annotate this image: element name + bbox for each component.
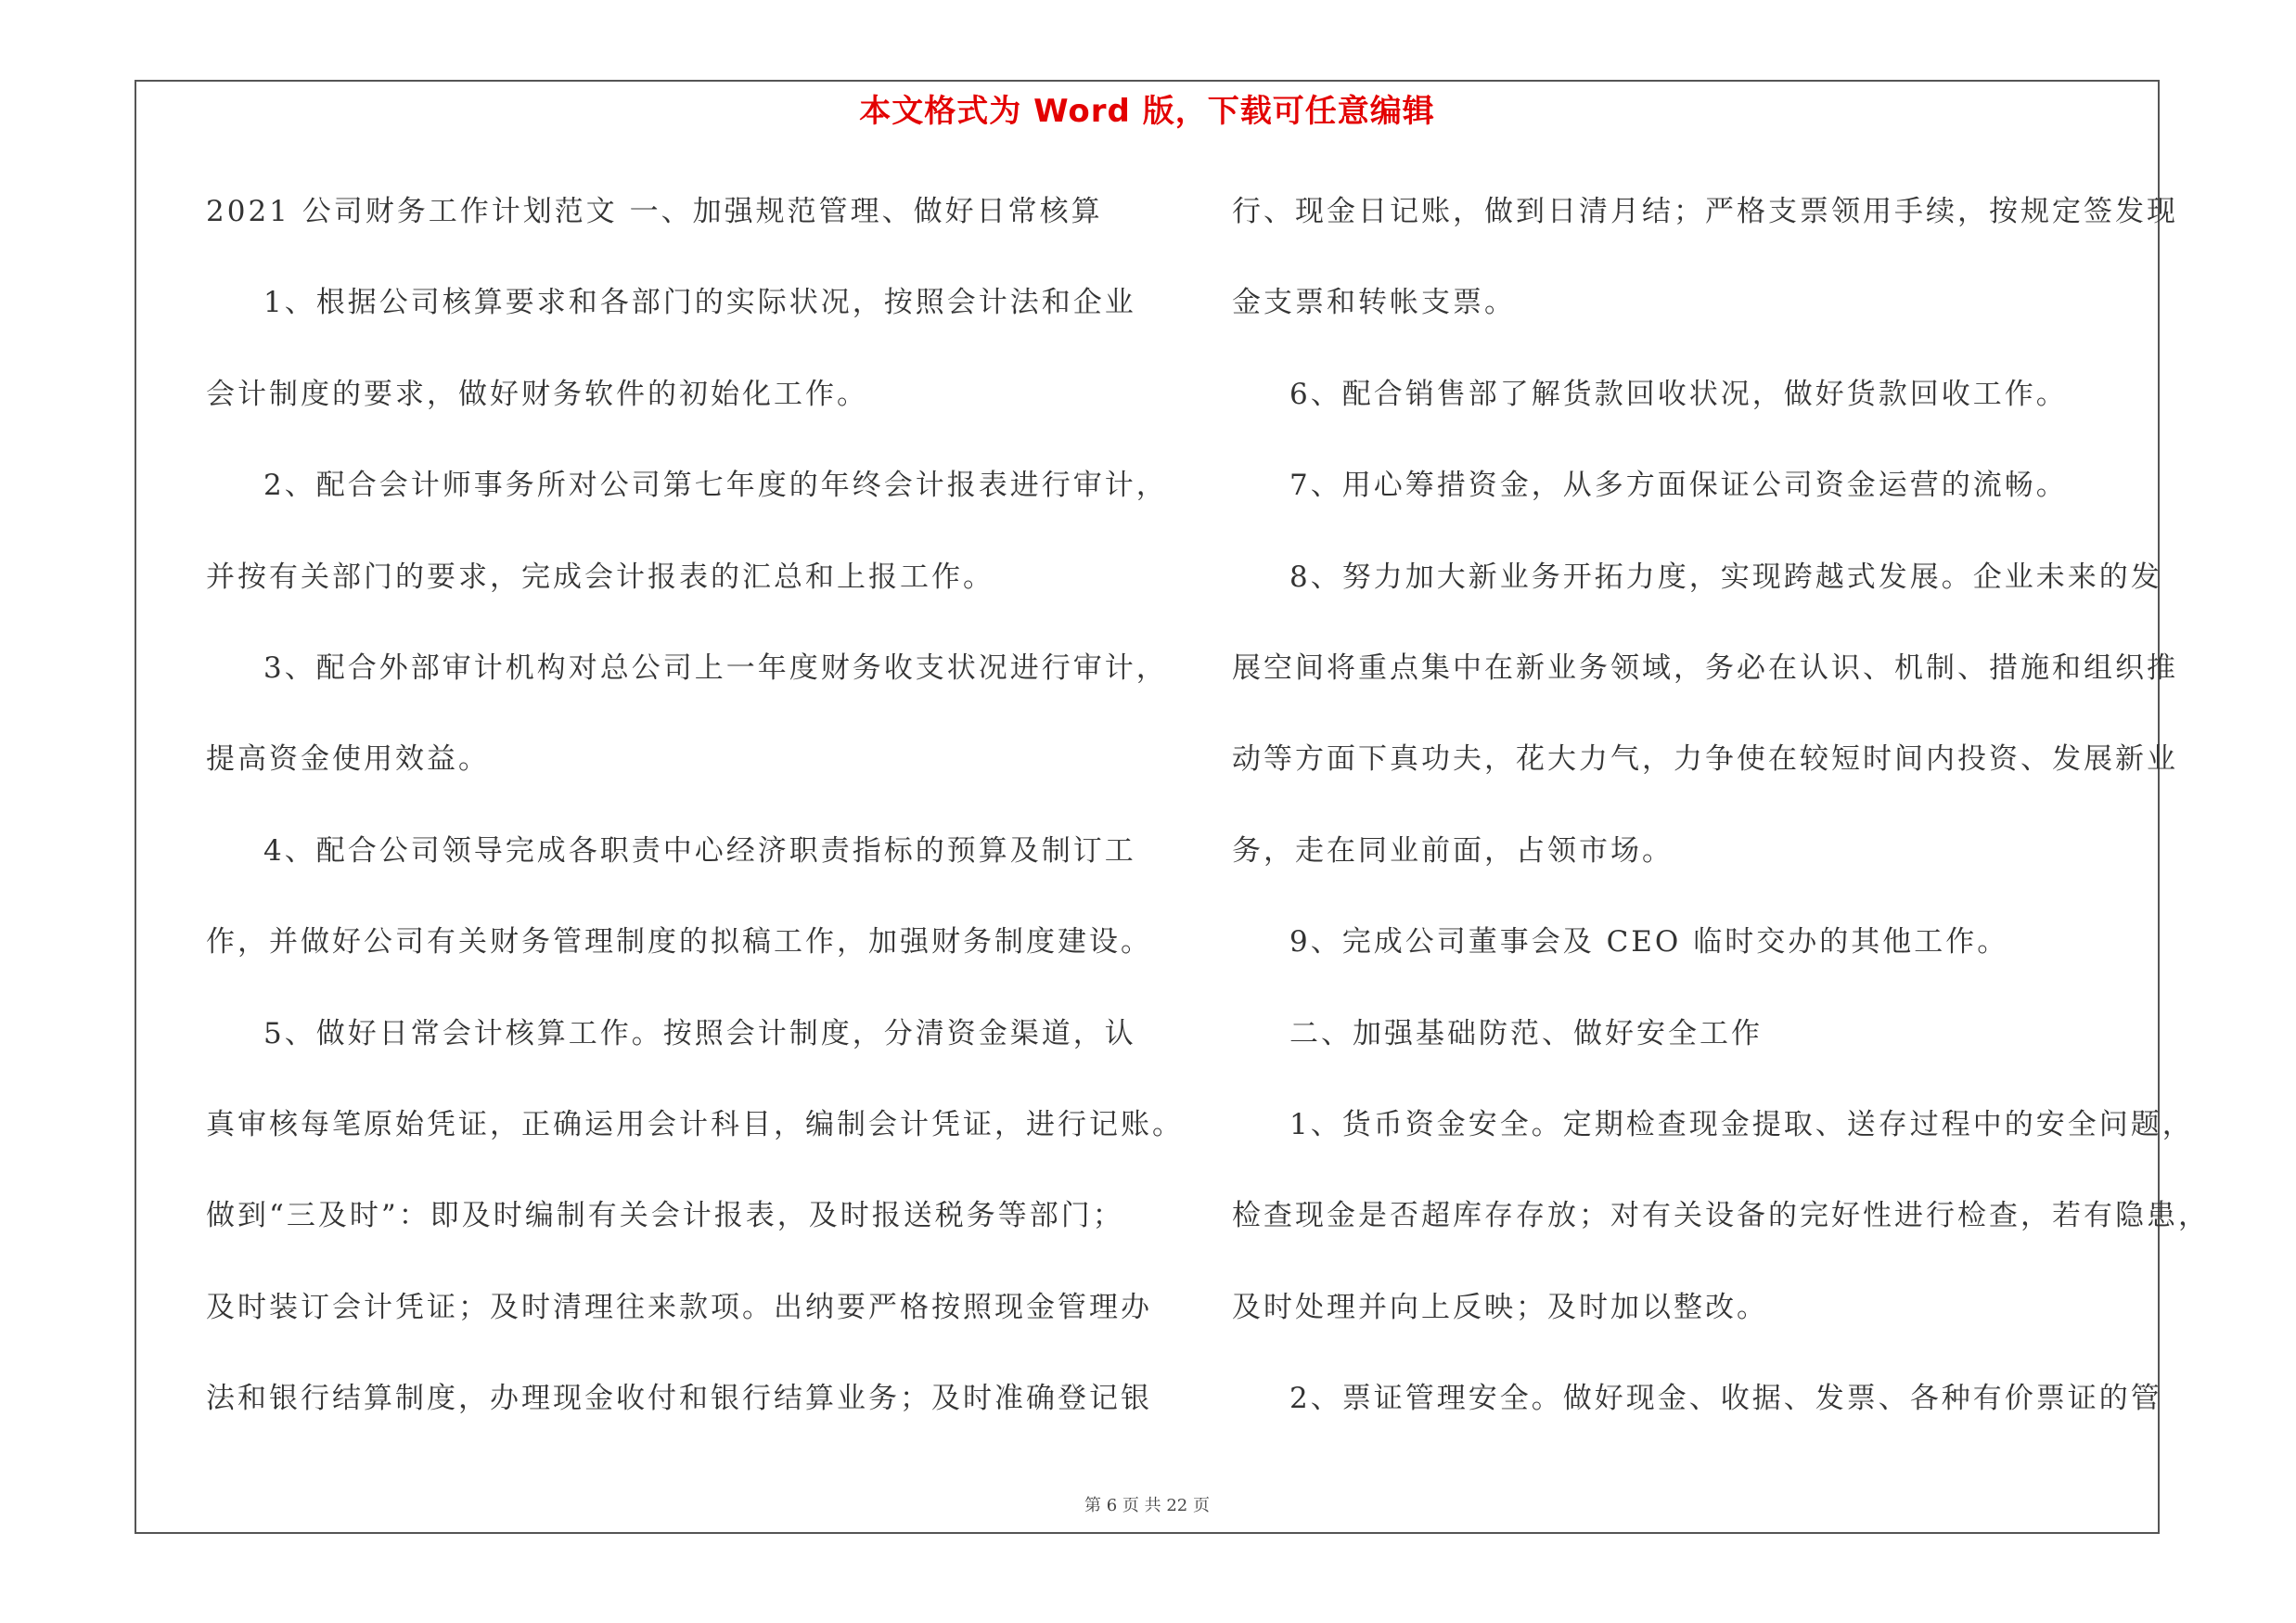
- text-line: 展空间将重点集中在新业务领域，务必在认识、机制、措施和组织推: [1232, 650, 2178, 685]
- right-column: [1232, 184, 2210, 1462]
- text-line: 会计制度的要求，做好财务软件的初始化工作。: [206, 377, 868, 411]
- text-line: 3、配合外部审计机构对总公司上一年度财务收支状况进行审计，: [263, 650, 1168, 685]
- text-line: 2、票证管理安全。做好现金、收据、发票、各种有价票证的管: [1289, 1382, 2162, 1416]
- page-number-footer: 第 6 页 共 22 页: [1084, 1496, 1210, 1515]
- format-banner: 本文格式为 Word 版，下载可任意编辑: [859, 93, 1435, 130]
- text-line: 及时装订会计凭证；及时清理往来款项。出纳要严格按照现金管理办: [206, 1290, 1152, 1324]
- text-line: 二、加强基础防范、做好安全工作: [1289, 1016, 1763, 1050]
- text-line: 行、现金日记账，做到日清月结；严格支票领用手续，按规定签发现: [1232, 195, 2178, 228]
- text-line: 检查现金是否超库存存放；对有关设备的完好性进行检查，若有隐患，: [1232, 1199, 2210, 1233]
- text-line: 1、货币资金安全。定期检查现金提取、送存过程中的安全问题，: [1289, 1107, 2194, 1141]
- text-line: 提高资金使用效益。: [206, 742, 490, 777]
- text-line: 动等方面下真功夫，花大力气，力争使在较短时间内投资、发展新业: [1232, 742, 2178, 777]
- text-line: 并按有关部门的要求，完成会计报表的汇总和上报工作。: [206, 560, 994, 594]
- text-line: 2021 公司财务工作计划范文 一、加强规范管理、做好日常核算: [206, 195, 1103, 228]
- text-line: 及时处理并向上反映；及时加以整改。: [1232, 1290, 1768, 1324]
- text-line: 9、完成公司董事会及 CEO 临时交办的其他工作。: [1289, 925, 2009, 960]
- text-line: 5、做好日常会计核算工作。按照会计制度，分清资金渠道，认: [263, 1016, 1136, 1050]
- text-line: 8、努力加大新业务开拓力度，实现跨越式发展。企业未来的发: [1289, 560, 2162, 594]
- text-line: 7、用心筹措资金，从多方面保证公司资金运营的流畅。: [1289, 469, 2068, 503]
- text-line: 作，并做好公司有关财务管理制度的拟稿工作，加强财务制度建设。: [206, 925, 1152, 960]
- text-line: 4、配合公司领导完成各职责中心经济职责指标的预算及制订工: [263, 833, 1136, 868]
- left-column: [206, 184, 1184, 1462]
- text-line: 金支票和转帐支票。: [1232, 286, 1516, 320]
- text-line: 法和银行结算制度，办理现金收付和银行结算业务；及时准确登记银: [206, 1382, 1152, 1416]
- text-line: 2、配合会计师事务所对公司第七年度的年终会计报表进行审计，: [263, 469, 1168, 503]
- text-line: 务，走在同业前面，占领市场。: [1232, 833, 1674, 868]
- text-line: 做到“三及时”：即及时编制有关会计报表，及时报送税务等部门；: [206, 1199, 1124, 1233]
- text-line: 1、根据公司核算要求和各部门的实际状况，按照会计法和企业: [263, 286, 1136, 320]
- text-line: 6、配合销售部了解货款回收状况，做好货款回收工作。: [1289, 377, 2068, 411]
- text-line: 真审核每笔原始凭证，正确运用会计科目，编制会计凭证，进行记账。: [206, 1107, 1184, 1141]
